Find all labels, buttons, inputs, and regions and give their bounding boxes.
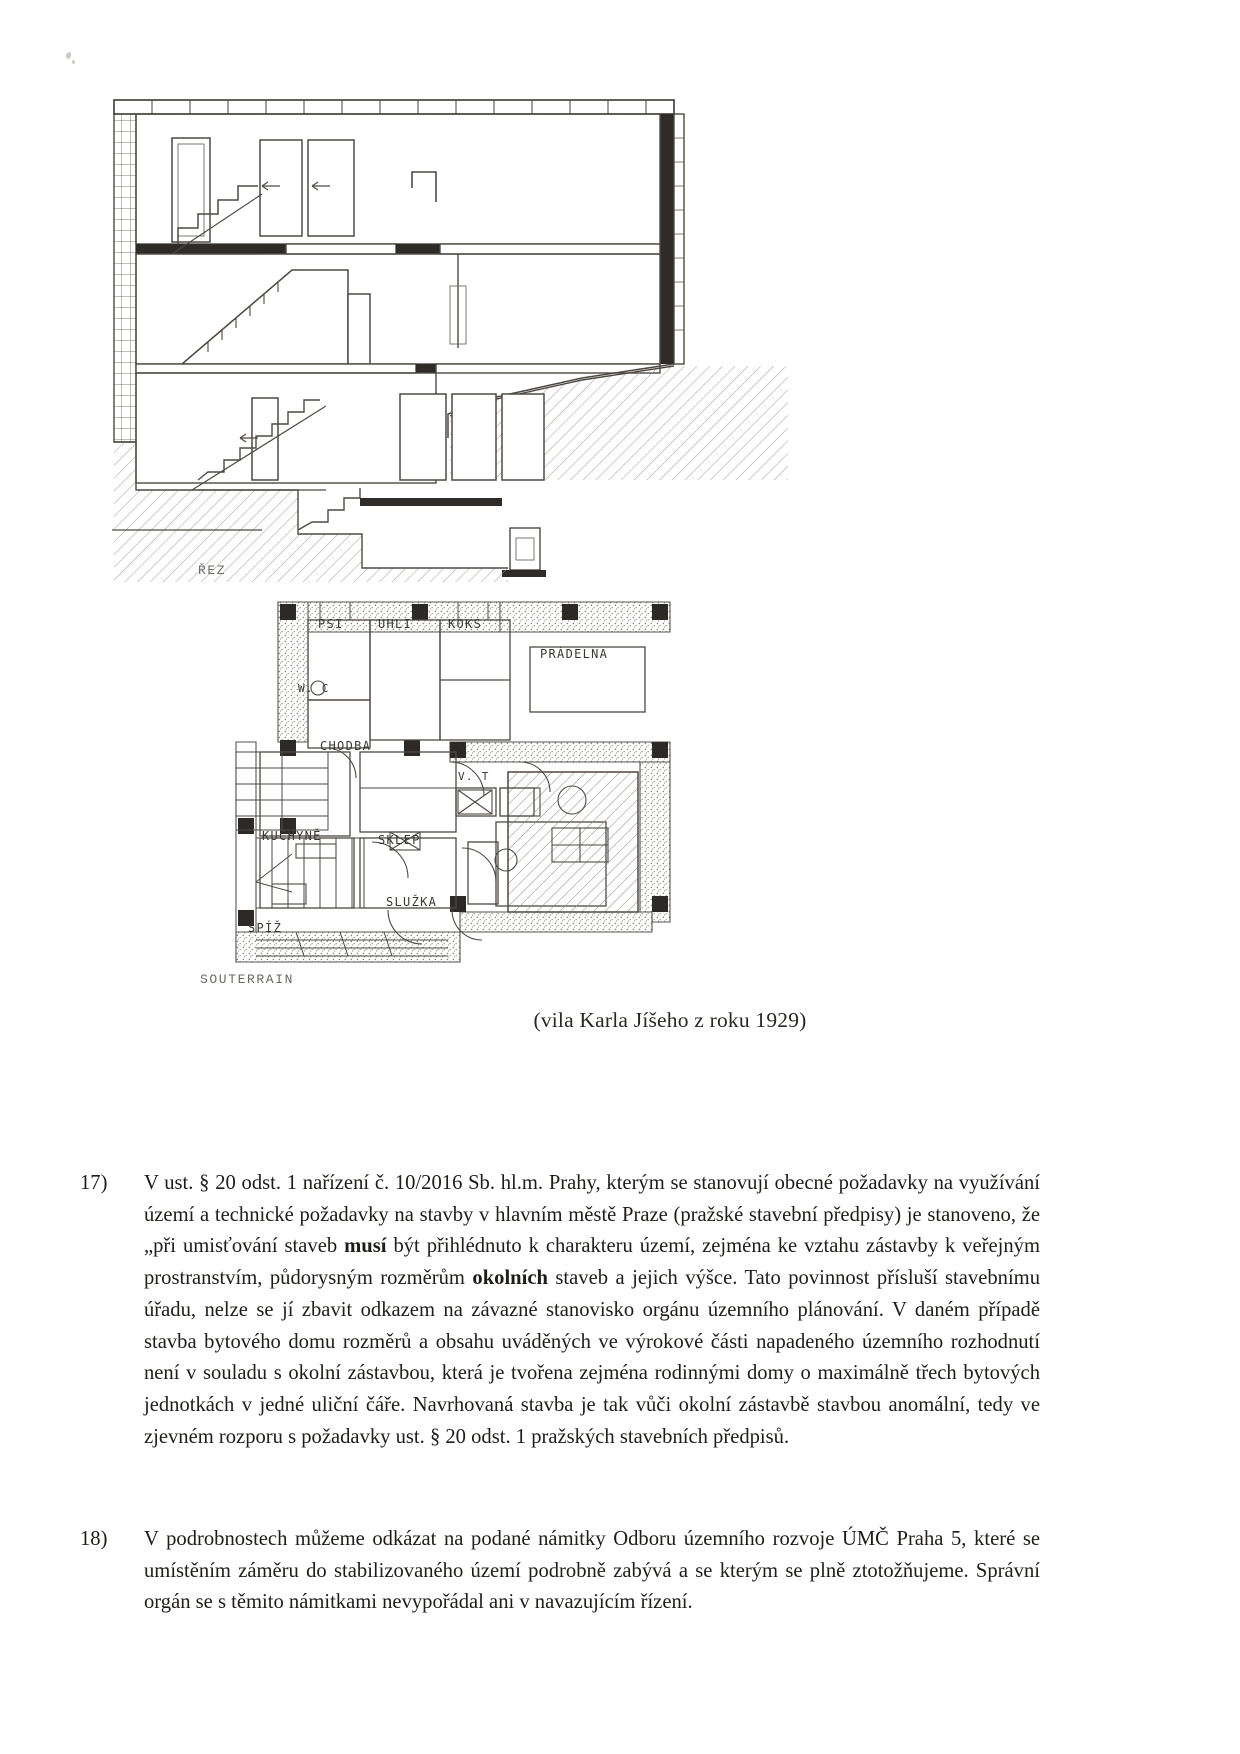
paragraph-18: [80, 1524, 1040, 1619]
room-label-kuchyne: KUCHYNĚ: [262, 829, 322, 843]
room-label-pradelna: PRÁDELNA: [540, 647, 609, 661]
paragraph-17-text: [144, 1168, 1040, 1453]
plan-drawing-label: SOUTERRAIN: [200, 972, 295, 987]
p18-part-1: V podrobnostech můžeme odkázat na podané námitky Odboru územního rozvoje ÚMČ Praha 5, které se umístěním záměru do stabilizovaného území podrobně zabývá a se kterým se plně ztotožňujeme. Správní orgán se s těmito námitkami nevypořádal ani v navazujícím řízení.: [144, 1528, 1040, 1614]
room-label-sluzka: SLUŽKA: [386, 895, 438, 909]
p17-part-2: být přihlédnuto k charakteru území, zejména ke vztahu zástavby k veřejným prostranstvím, půdorysným rozměrům: [144, 1235, 1040, 1290]
p17-part-3: staveb a jejich výšce. Tato povinnost přísluší stavebnímu úřadu, nelze se jí zbavit odkazem na závazné stanovisko orgánu územního plánování. V daném případě stavba bytového domu rozměrů a obsahu uváděných ve výrokové části napadeného územního rozhodnutí není v souladu s okolní zástavbou, která je tvořena zejména rodinnými domy o maximálně třech bytových jednotkách v jedné uliční čáře. Navrhovaná stavba je tak vůči okolní zástavbě stavbou anomální, tedy ve zjevném rozporu s požadavky ust. § 20 odst. 1 pražských stavebních předpisů.: [144, 1267, 1040, 1448]
section-drawing-label: ŘEZ: [198, 563, 227, 578]
paragraph-17-number: 17): [80, 1172, 108, 1194]
paragraph-18-number: 18): [80, 1528, 108, 1550]
room-label-uhli: UHLI: [378, 617, 413, 631]
scan-speckle: [72, 60, 75, 64]
p17-part-1: V ust. § 20 odst. 1 nařízení č. 10/2016 Sb. hl.m. Prahy, kterým se stanovují obecné požadavky na využívání území a technické požadavky na stavby v hlavním městě Praze (pražské stavební předpisy) je stanoveno, že „při umisťování staveb: [144, 1172, 1040, 1258]
paragraph-18-text: [144, 1524, 1040, 1619]
room-label-wc: W. C: [298, 682, 330, 695]
figure-caption-text: (vila Karla Jíšeho z roku 1929): [533, 1008, 807, 1032]
room-label-chodba: CHODBA: [320, 739, 372, 753]
basement-floor-plan-figure: [200, 592, 720, 992]
room-label-koks: KOKS: [448, 617, 483, 631]
room-label-vt: V. T: [458, 770, 490, 783]
room-label-sklep: SKLEP: [378, 833, 421, 847]
p17-bold-okolnich: okolních: [472, 1267, 548, 1290]
building-cross-section-figure: [112, 98, 792, 588]
paragraph-17: [80, 1168, 1040, 1453]
room-label-psi: PSI: [318, 617, 344, 631]
room-label-spiz: SPÍŽ: [248, 921, 283, 935]
p17-bold-musi: musí: [344, 1235, 387, 1258]
scan-speckle: [65, 51, 72, 59]
figure-caption: [0, 1008, 1240, 1033]
